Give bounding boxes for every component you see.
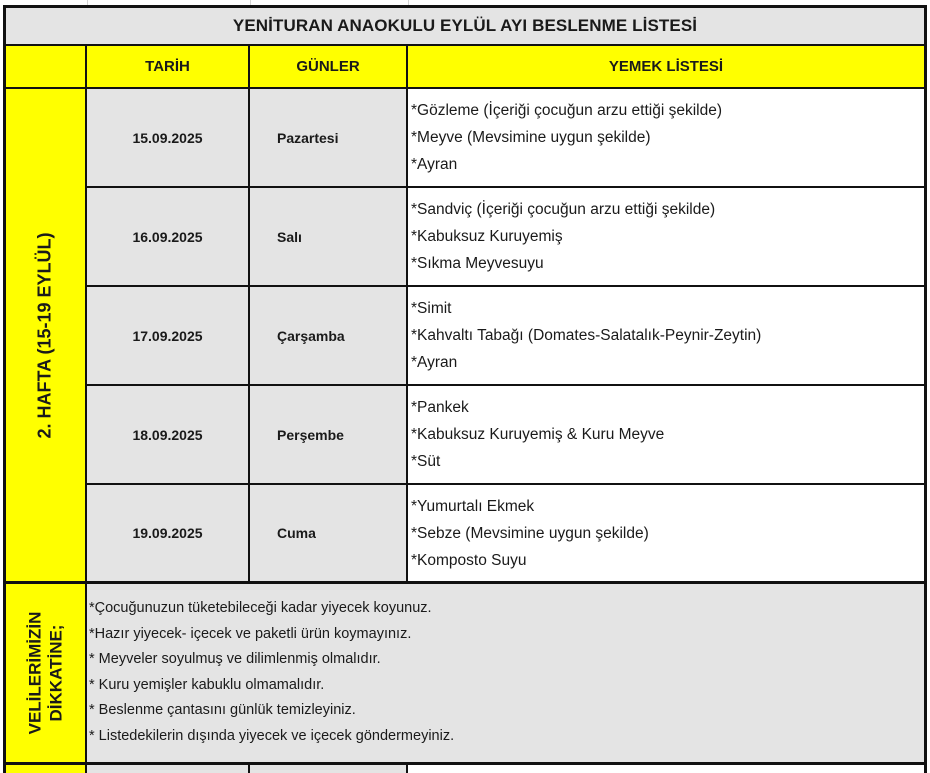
next-row-cell[interactable] [87, 765, 250, 773]
notice-label-line: DİKKATİNE; [46, 624, 66, 722]
menu-item: *Süt [411, 453, 441, 470]
menu-item: *Ayran [411, 156, 458, 173]
menu-item: *Kahvaltı Tabağı (Domates-Salatalık-Peynir-Zeytin) [411, 327, 762, 344]
day-cell[interactable]: Perşembe [250, 386, 408, 485]
menu-cell[interactable] [408, 89, 927, 188]
notice-label-line: VELİLERİMİZİN [25, 611, 45, 735]
header-date[interactable]: TARİH [87, 46, 250, 89]
menu-item: *Gözleme (İçeriği çocuğun arzu ettiği şekilde) [411, 102, 722, 119]
menu-cell[interactable] [408, 188, 927, 287]
header-blank-cell[interactable] [3, 46, 87, 89]
menu-item: *Pankek [411, 399, 469, 416]
menu-item: *Ayran [411, 354, 458, 371]
menu-cell[interactable] [408, 386, 927, 485]
notice-item: *Hazır yiyecek- içecek ve paketli ürün koymayınız. [89, 625, 412, 642]
date-cell[interactable]: 19.09.2025 [87, 485, 250, 584]
day-cell[interactable]: Pazartesi [250, 89, 408, 188]
day-cell[interactable]: Cuma [250, 485, 408, 584]
notice-item: * Beslenme çantasını günlük temizleyiniz. [89, 702, 356, 718]
menu-item: *Sebze (Mevsimine uygun şekilde) [411, 525, 649, 542]
nutrition-list-table [3, 5, 927, 768]
date-cell[interactable]: 17.09.2025 [87, 287, 250, 386]
menu-cell[interactable] [408, 287, 927, 386]
menu-item: *Kabuksuz Kuruyemiş [411, 228, 563, 245]
parents-notice-label-cell[interactable] [3, 584, 87, 765]
date-cell[interactable]: 18.09.2025 [87, 386, 250, 485]
menu-item: *Yumurtalı Ekmek [411, 498, 535, 515]
table-title[interactable]: YENİTURAN ANAOKULU EYLÜL AYI BESLENME LİSTESİ [3, 5, 927, 46]
menu-cell[interactable] [408, 485, 927, 584]
date-cell[interactable]: 15.09.2025 [87, 89, 250, 188]
next-row-cell[interactable] [250, 765, 408, 773]
parents-notice-body[interactable] [87, 584, 927, 765]
parents-notice-label [25, 612, 67, 735]
menu-item: *Simit [411, 300, 452, 317]
menu-item: *Sıkma Meyvesuyu [411, 255, 544, 272]
next-row-cell[interactable] [3, 765, 87, 773]
menu-item: *Sandviç (İçeriği çocuğun arzu ettiği şekilde) [411, 201, 716, 218]
date-cell[interactable]: 16.09.2025 [87, 188, 250, 287]
week-label-cell[interactable] [3, 89, 87, 584]
header-menu[interactable]: YEMEK LİSTESİ [408, 46, 927, 89]
next-row-cell[interactable] [408, 765, 927, 773]
week-label: 2. HAFTA (15-19 EYLÜL) [35, 231, 55, 439]
menu-item: *Meyve (Mevsimine uygun şekilde) [411, 129, 651, 146]
menu-item: *Kabuksuz Kuruyemiş & Kuru Meyve [411, 426, 665, 443]
header-days[interactable]: GÜNLER [250, 46, 408, 89]
notice-item: * Kuru yemişler kabuklu olmamalıdır. [89, 676, 325, 693]
day-cell[interactable]: Salı [250, 188, 408, 287]
notice-item: *Çocuğunuzun tüketebileceği kadar yiyecek koyunuz. [89, 600, 432, 616]
menu-item: *Komposto Suyu [411, 552, 527, 569]
day-cell[interactable]: Çarşamba [250, 287, 408, 386]
notice-item: * Listedekilerin dışında yiyecek ve içecek göndermeyiniz. [89, 727, 455, 744]
notice-item: * Meyveler soyulmuş ve dilimlenmiş olmalıdır. [89, 651, 381, 667]
